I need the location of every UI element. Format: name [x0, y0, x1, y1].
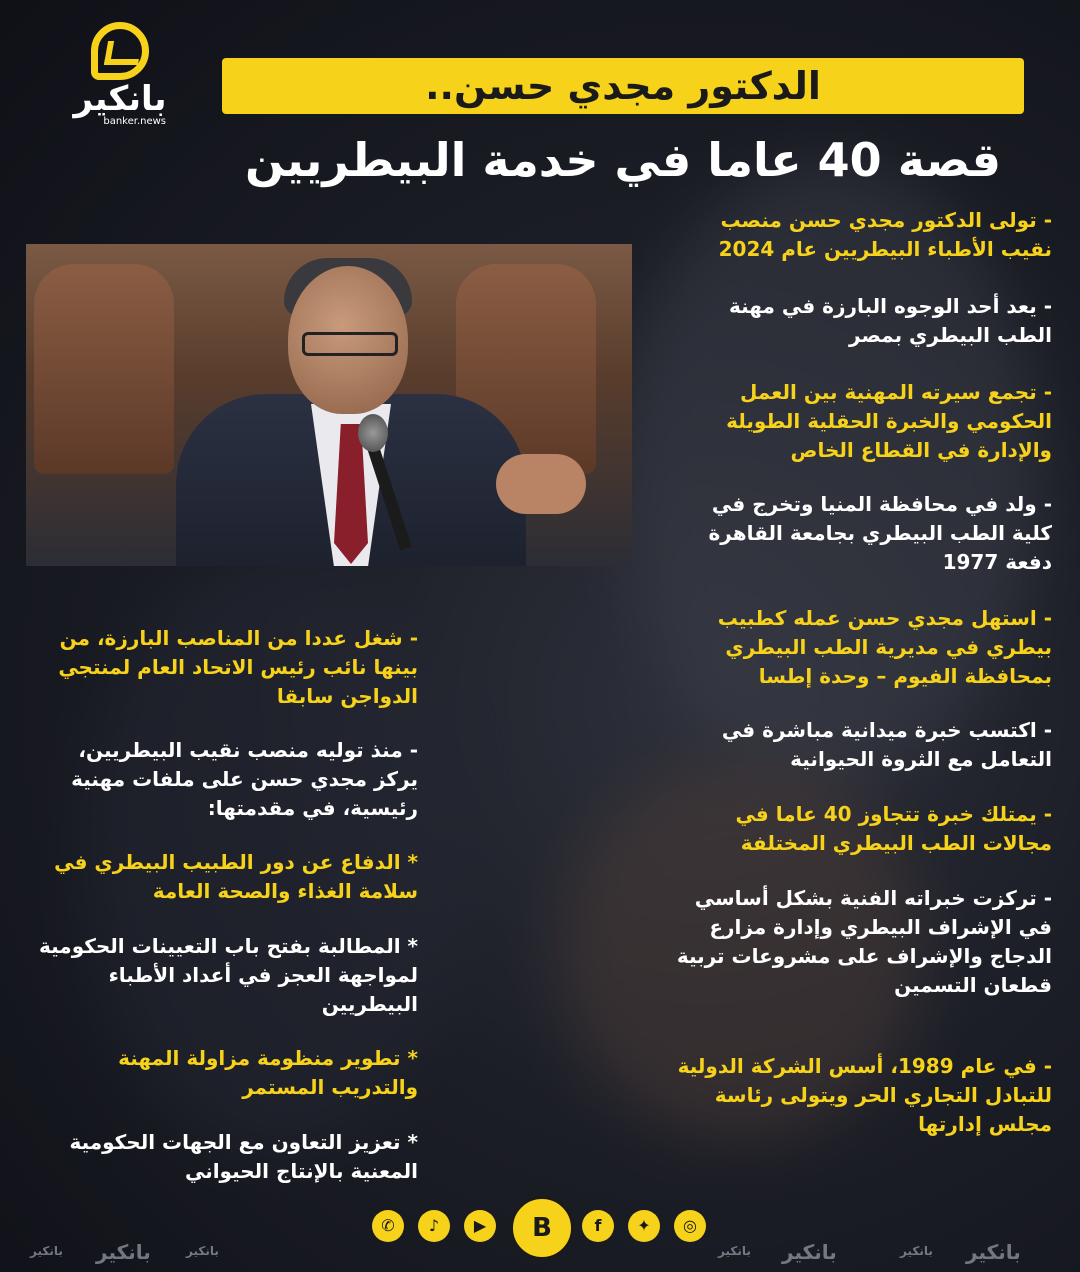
left-item: - شغل عددا من المناصب البارزة، من بينها نائب رئيس الاتحاد العام لمنتجي الدواجن سابقا — [58, 626, 418, 708]
glasses-shape — [302, 332, 398, 356]
page-title: الدكتور مجدي حسن.. — [222, 58, 1024, 114]
right-item: - تولى الدكتور مجدي حسن منصب نقيب الأطباء البيطريين عام 2024 — [718, 208, 1052, 261]
left-item: - منذ توليه منصب نقيب البيطريين، يركز مجدي حسن على ملفات مهنية رئيسية، في مقدمتها: — [71, 738, 418, 820]
footer-watermark: بانكير — [782, 1240, 837, 1264]
left-item: * تطوير منظومة مزاولة المهنة والتدريب المستمر — [118, 1046, 418, 1099]
portrait-photo — [26, 244, 632, 566]
right-item: - يمتلك خبرة تتجاوز 40 عاما في مجالات الطب البيطري المختلفة — [735, 802, 1052, 855]
brand-site: banker.news — [103, 116, 166, 127]
facebook-icon[interactable]: f — [582, 1210, 614, 1242]
left-item: * الدفاع عن دور الطبيب البيطري في سلامة الغذاء والصحة العامة — [54, 850, 418, 903]
left-item: * تعزيز التعاون مع الجهات الحكومية المعنية بالإنتاج الحيواني — [69, 1130, 418, 1183]
youtube-icon[interactable]: ▶ — [464, 1210, 496, 1242]
right-item: - استهل مجدي حسن عمله كطبيب بيطري في مديرية الطب البيطري بمحافظة الفيوم – وحدة إطسا — [717, 606, 1052, 688]
footer-watermark: بانكير — [900, 1244, 933, 1258]
tiktok-icon[interactable]: ♪ — [418, 1210, 450, 1242]
instagram-icon[interactable]: ◎ — [674, 1210, 706, 1242]
right-item: - ولد في محافظة المنيا وتخرج في كلية الطب البيطري بجامعة القاهرة دفعة 1977 — [708, 492, 1052, 574]
hand-shape — [496, 454, 586, 514]
brand-logo[interactable] — [60, 22, 180, 132]
footer — [0, 1196, 1080, 1272]
brand-logo-mark — [91, 22, 149, 80]
banker-logo-icon[interactable]: B — [510, 1196, 574, 1260]
footer-watermark: بانكير — [186, 1244, 219, 1258]
footer-watermark: بانكير — [96, 1240, 151, 1264]
right-item: - في عام 1989، أسس الشركة الدولية للتبادل التجاري الحر ويتولى رئاسة مجلس إدارتها — [677, 1054, 1052, 1136]
footer-watermark: بانكير — [718, 1244, 751, 1258]
right-item: - تركزت خبراته الفنية بشكل أساسي في الإشراف البيطري وإدارة مزارع الدجاج والإشراف على مشروعات تربية قطعان التسمين — [676, 886, 1052, 997]
right-item: - تجمع سيرته المهنية بين العمل الحكومي والخبرة الحقلية الطويلة والإدارة في القطاع الخاص — [726, 380, 1052, 462]
twitter-icon[interactable]: ✦ — [628, 1210, 660, 1242]
left-item: * المطالبة بفتح باب التعيينات الحكومية لمواجهة العجز في أعداد الأطباء البيطريين — [39, 934, 418, 1016]
microphone-icon — [358, 414, 388, 452]
whatsapp-icon[interactable]: ✆ — [372, 1210, 404, 1242]
brand-name: بانكير — [73, 79, 167, 119]
footer-watermark: بانكير — [966, 1240, 1021, 1264]
right-item: - اكتسب خبرة ميدانية مباشرة في التعامل مع الثروة الحيوانية — [721, 718, 1052, 771]
footer-watermark: بانكير — [30, 1244, 63, 1258]
page-subtitle: قصة 40 عاما في خدمة البيطريين — [244, 133, 1002, 187]
right-item: - يعد أحد الوجوه البارزة في مهنة الطب البيطري بمصر — [729, 294, 1052, 347]
chair-shape — [34, 264, 174, 474]
